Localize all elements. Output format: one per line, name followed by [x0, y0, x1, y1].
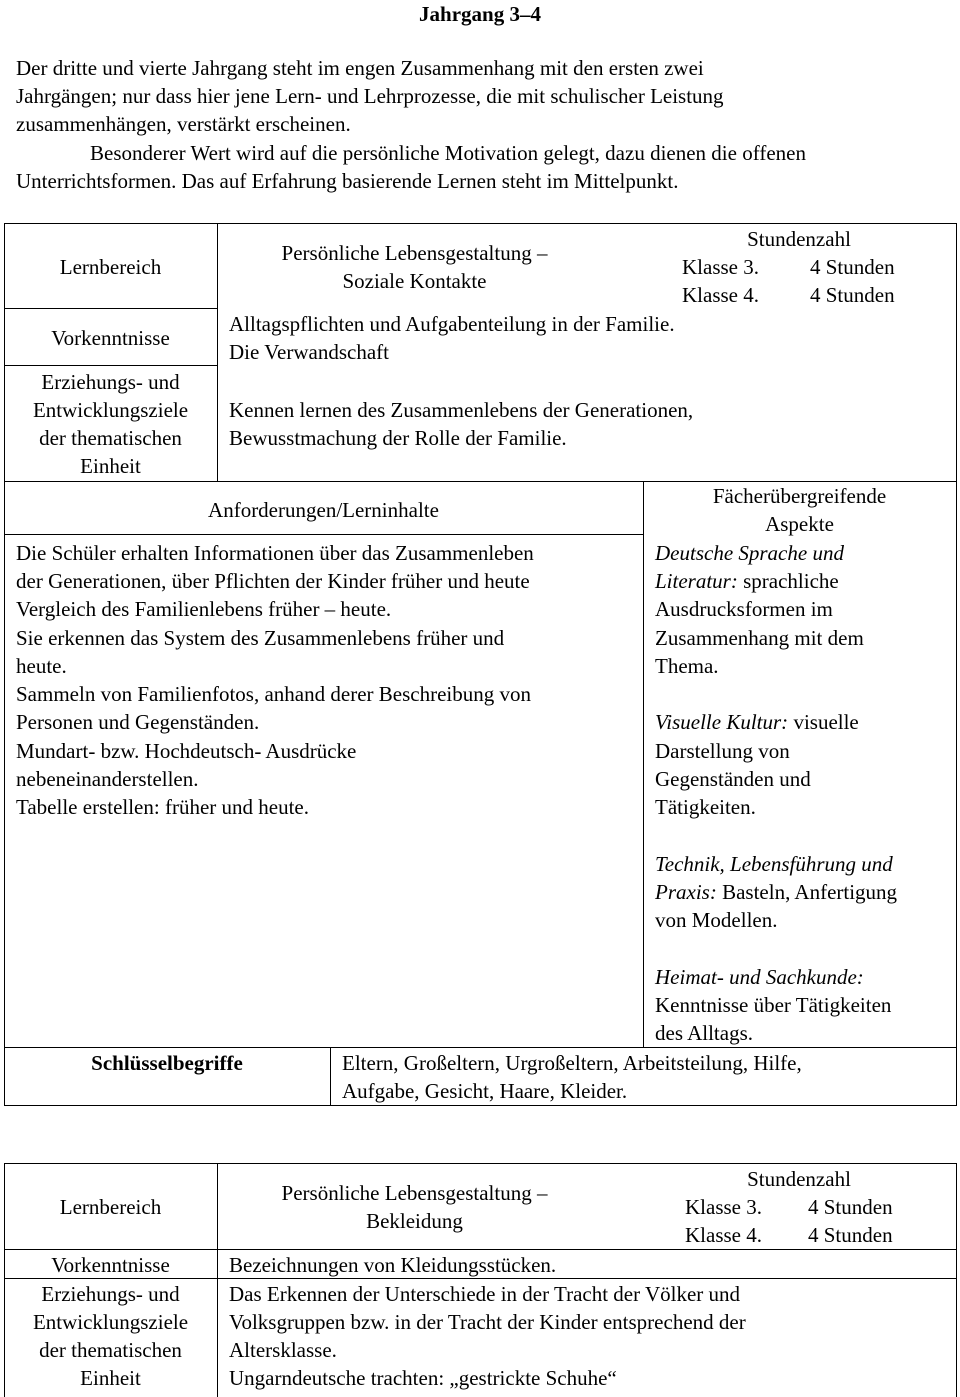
- content-line: der Generationen, über Pflichten der Kinder früher und heute: [16, 569, 530, 593]
- unit-title-line1: Persönliche Lebensgestaltung –: [281, 241, 548, 265]
- intro-p1-line3: zusammenhängen, verstärkt erscheinen.: [16, 112, 351, 136]
- aspect-deutsch-text: sprachliche: [737, 569, 839, 593]
- lernbereich-label-2: Lernbereich: [59, 1195, 162, 1219]
- vorkenntnisse-label-2: Vorkenntnisse: [51, 1253, 170, 1277]
- klasse4-label: Klasse 4.: [682, 283, 759, 307]
- ziele-line1: Kennen lernen des Zusammenlebens der Generationen,: [229, 398, 694, 422]
- schluessel-label: Schlüsselbegriffe: [91, 1051, 243, 1075]
- aspect-technik-line2: [655, 878, 897, 906]
- unit2-title-line1: Persönliche Lebensgestaltung –: [281, 1181, 548, 1205]
- content-line: Tabelle erstellen: früher und heute.: [16, 795, 309, 819]
- lernbereich-label: Lernbereich: [59, 255, 162, 279]
- aspect-visuell-text: visuelle: [788, 710, 859, 734]
- unit2-title-line2: Bekleidung: [366, 1209, 463, 1233]
- klasse4-label-2: Klasse 4.: [685, 1223, 762, 1247]
- table-border: [4, 223, 957, 224]
- content-line: Sie erkennen das System des Zusammenlebens früher und: [16, 626, 505, 650]
- ziele-label-line4: Einheit: [80, 454, 141, 478]
- faecher-header-line2: Aspekte: [765, 512, 834, 536]
- ziele-label-2-line4: Einheit: [80, 1366, 141, 1390]
- klasse3-hours: 4 Stunden: [810, 255, 895, 279]
- table-border: [4, 308, 218, 309]
- schluessel-line2: Aufgabe, Gesicht, Haare, Kleider.: [342, 1079, 628, 1103]
- intro-p2-line2: Unterrichtsformen. Das auf Erfahrung basierende Lernen steht im Mittelpunkt.: [16, 169, 679, 193]
- table-border: [4, 365, 218, 366]
- ziele-line2: Bewusstmachung der Rolle der Familie.: [229, 426, 567, 450]
- vorkenntnisse-line2: Die Verwandschaft: [229, 340, 389, 364]
- aspect-technik-subject: Praxis:: [655, 880, 717, 904]
- ziele-2-line: Das Erkennen der Unterschiede in der Tracht der Völker und: [229, 1282, 741, 1306]
- aspect-deutsch-line: Zusammenhang mit dem: [655, 626, 864, 650]
- klasse4-hours: 4 Stunden: [810, 283, 895, 307]
- table-border: [956, 1163, 957, 1397]
- ziele-2-line: Ungarndeutsche trachten: „gestrickte Schuhe“: [229, 1366, 617, 1390]
- schluessel-line1: Eltern, Großeltern, Urgroßeltern, Arbeitsteilung, Hilfe,: [342, 1051, 802, 1075]
- aspect-visuell-line1: [655, 708, 859, 736]
- content-line: heute.: [16, 654, 67, 678]
- intro-p1-line2: Jahrgängen; nur dass hier jene Lern- und Lehrprozesse, die mit schulischer Leistung: [16, 84, 724, 108]
- stundenzahl-label-2: Stundenzahl: [747, 1167, 851, 1191]
- vorkenntnisse-label: Vorkenntnisse: [51, 326, 170, 350]
- ziele-label-2-line1: Erziehungs- und: [41, 1282, 180, 1306]
- aspect-technik-text: Basteln, Anfertigung: [716, 880, 898, 904]
- aspect-heimat-title: Heimat- und Sachkunde:: [655, 965, 864, 989]
- aspect-heimat-line: Kenntnisse über Tätigkeiten: [655, 993, 892, 1017]
- aspect-deutsch-line2: [655, 567, 839, 595]
- klasse4-hours-2: 4 Stunden: [808, 1223, 893, 1247]
- ziele-label-line3: der thematischen: [39, 426, 182, 450]
- aspect-technik-title: Technik, Lebensführung und: [655, 852, 893, 876]
- aspect-visuell-line: Gegenständen und: [655, 767, 811, 791]
- klasse3-hours-2: 4 Stunden: [808, 1195, 893, 1219]
- table-border: [956, 223, 957, 1106]
- table-border: [4, 223, 5, 1106]
- aspect-visuell-line: Tätigkeiten.: [655, 795, 756, 819]
- faecher-header-line1: Fächerübergreifende: [712, 484, 887, 508]
- aspect-deutsch-line: Ausdrucksformen im: [655, 597, 833, 621]
- klasse3-label-2: Klasse 3.: [685, 1195, 762, 1219]
- aspect-deutsch-subject: Literatur:: [655, 569, 738, 593]
- aspect-technik-line: von Modellen.: [655, 908, 778, 932]
- table-border: [330, 1047, 331, 1106]
- vorkenntnisse-line1: Alltagspflichten und Aufgabenteilung in der Familie.: [229, 312, 675, 336]
- table-border: [4, 1163, 957, 1164]
- aspect-visuell-subject: Visuelle Kultur:: [655, 710, 789, 734]
- intro-p1-line1: Der dritte und vierte Jahrgang steht im engen Zusammenhang mit den ersten zwei: [16, 56, 704, 80]
- ziele-label-2-line3: der thematischen: [39, 1338, 182, 1362]
- ziele-label-2-line2: Entwicklungsziele: [32, 1310, 189, 1334]
- content-line: Vergleich des Familienlebens früher – heute.: [16, 597, 392, 621]
- stundenzahl-label: Stundenzahl: [747, 227, 851, 251]
- content-line: Personen und Gegenständen.: [16, 710, 260, 734]
- table-border: [4, 534, 644, 535]
- aspect-deutsch-line: Thema.: [655, 654, 719, 678]
- content-line: Mundart- bzw. Hochdeutsch- Ausdrücke: [16, 739, 357, 763]
- vorkenntnisse-2-line: Bezeichnungen von Kleidungsstücken.: [229, 1253, 557, 1277]
- klasse3-label: Klasse 3.: [682, 255, 759, 279]
- ziele-label-line2: Entwicklungsziele: [32, 398, 189, 422]
- content-line: nebeneinanderstellen.: [16, 767, 199, 791]
- aspect-visuell-line: Darstellung von: [655, 739, 790, 763]
- intro-p2-line1: Besonderer Wert wird auf die persönliche Motivation gelegt, dazu dienen die offenen: [90, 141, 806, 165]
- unit-title-line2: Soziale Kontakte: [342, 269, 487, 293]
- table-border: [4, 1047, 957, 1048]
- ziele-label-line1: Erziehungs- und: [41, 370, 180, 394]
- aspect-heimat-line: des Alltags.: [655, 1021, 753, 1045]
- ziele-2-line: Altersklasse.: [229, 1338, 337, 1362]
- aspect-deutsch-title: Deutsche Sprache und: [655, 541, 844, 565]
- table-border: [643, 481, 644, 1048]
- content-line: Sammeln von Familienfotos, anhand derer Beschreibung von: [16, 682, 531, 706]
- ziele-2-line: Volksgruppen bzw. in der Tracht der Kinder entsprechend der: [229, 1310, 746, 1334]
- content-line: Die Schüler erhalten Informationen über das Zusammenleben: [16, 541, 534, 565]
- page-heading: Jahrgang 3–4: [419, 2, 541, 26]
- anforderungen-header: Anforderungen/Lerninhalte: [208, 498, 439, 522]
